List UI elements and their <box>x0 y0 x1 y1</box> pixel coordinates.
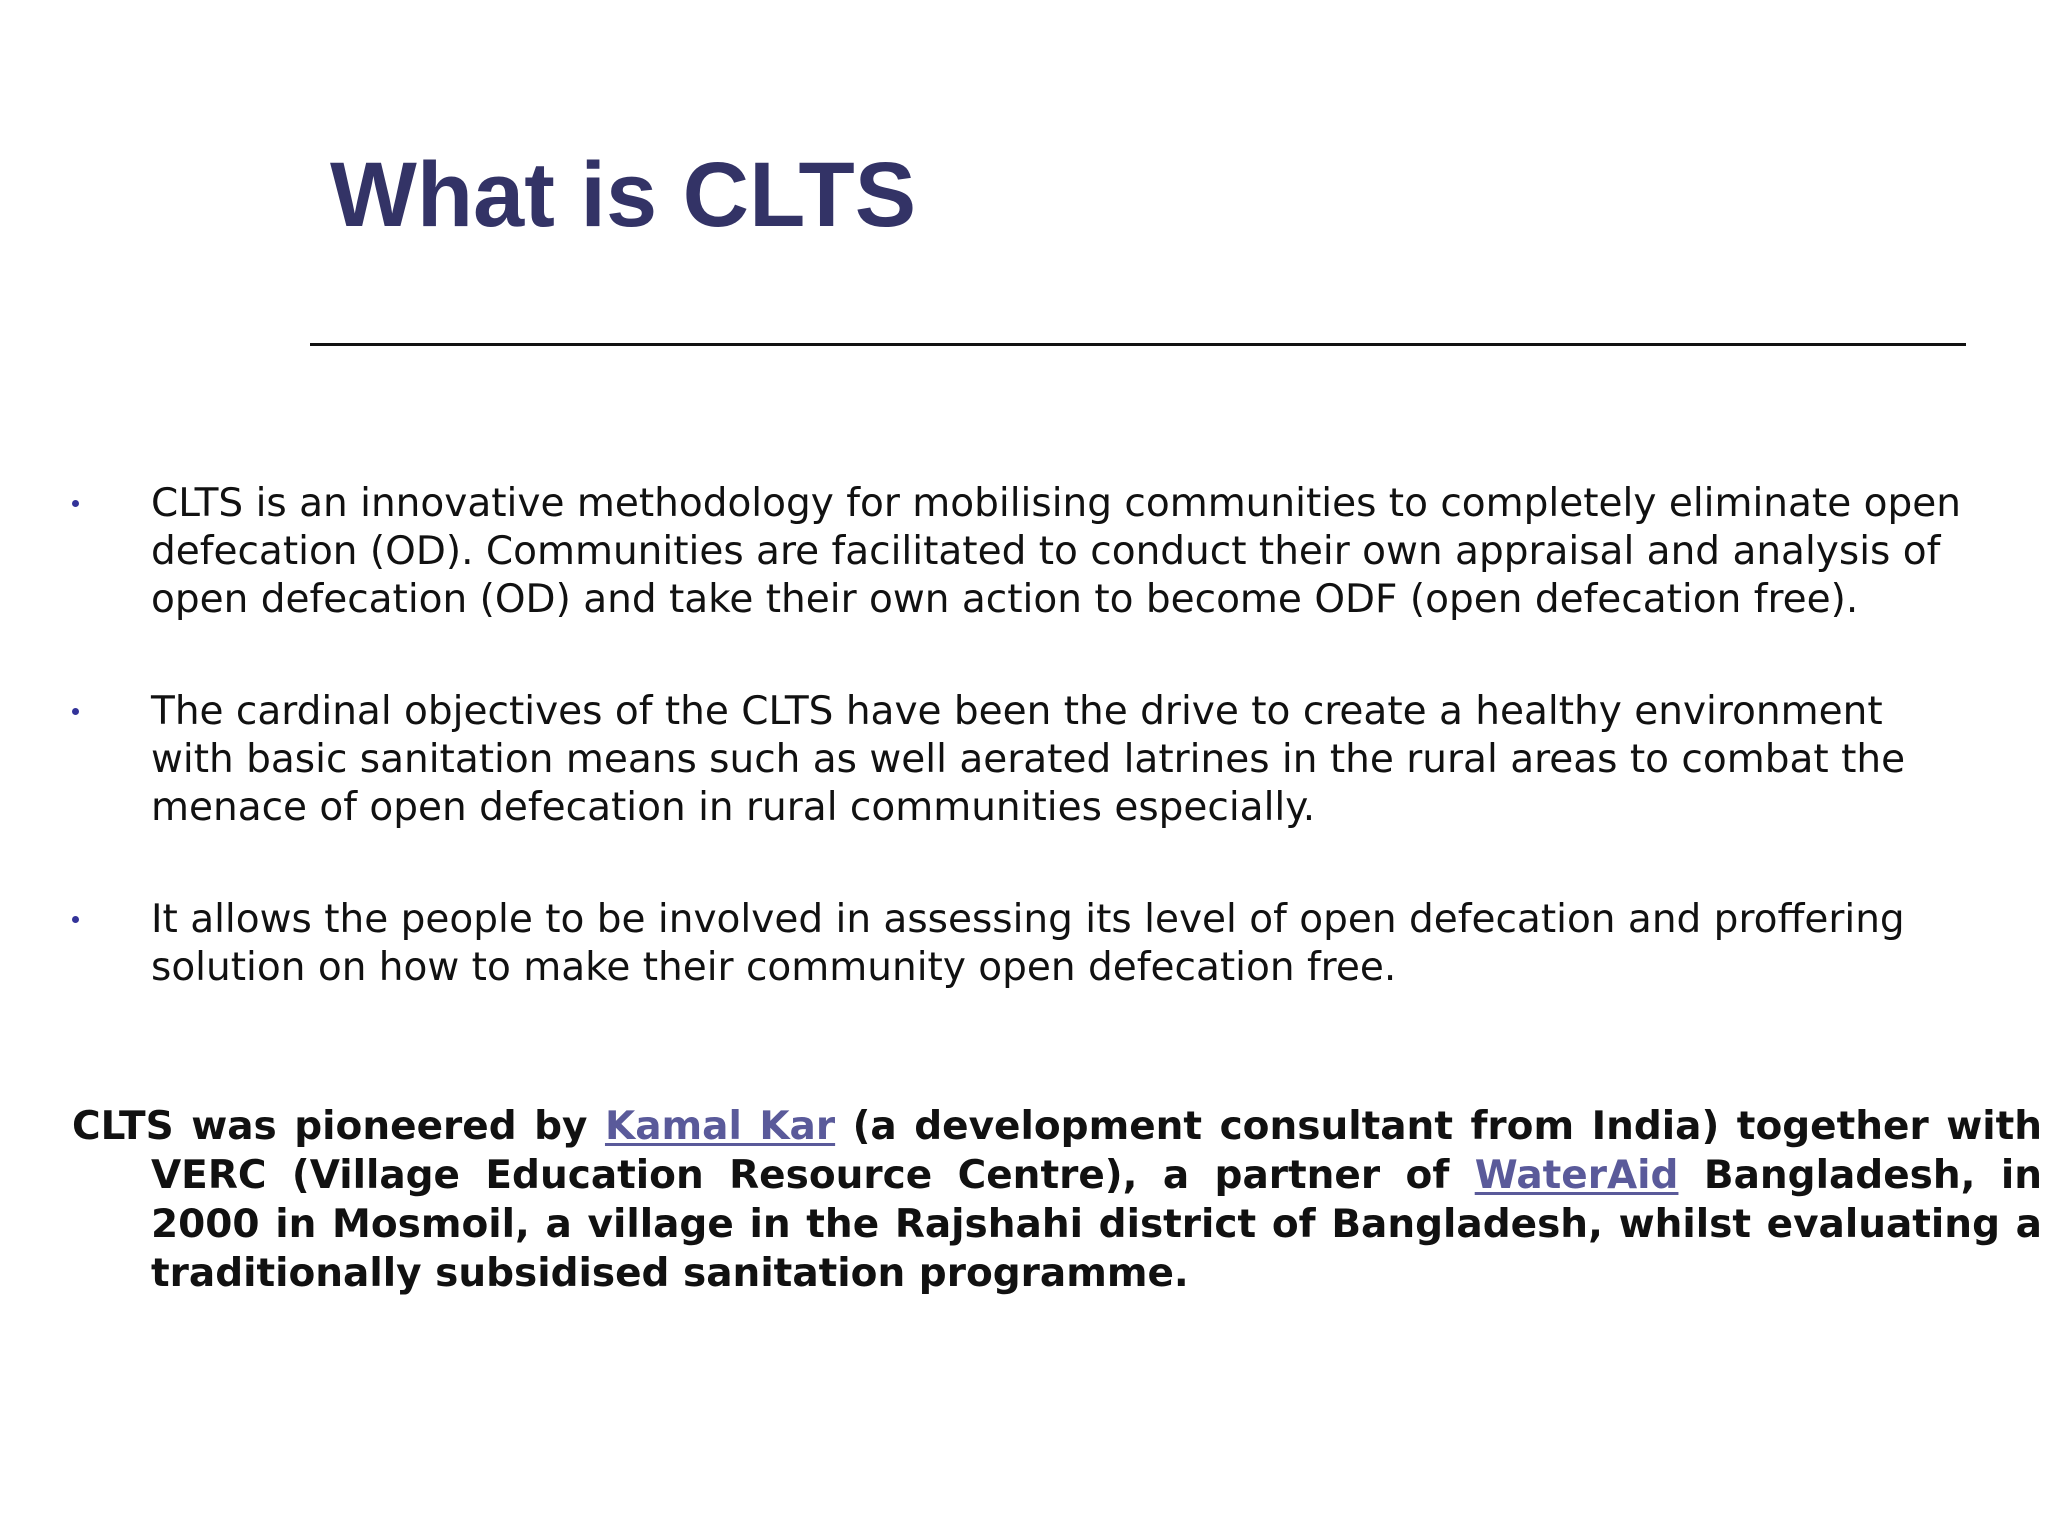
kamal-kar-link[interactable]: Kamal Kar <box>604 1104 836 1149</box>
bullet-marker <box>72 500 79 507</box>
bullet-text: The cardinal objectives of the CLTS have been the drive to create a healthy environment with basic sanitation means such as well aerated latrines in the rural areas to combat the menace of open defecation in rural communities especially. <box>151 689 1906 830</box>
bullet-item <box>0 480 2048 624</box>
bullet-list <box>0 480 2048 1056</box>
bullet-marker <box>72 708 79 715</box>
bullet-item <box>0 688 2048 832</box>
wateraid-link[interactable]: WaterAid <box>1474 1153 1679 1198</box>
bullet-text: CLTS is an innovative methodology for mobilising communities to completely eliminate open defecation (OD). Communities are facilitated to conduct their own appraisal and analysis of open defecation (OD) and take their own action to become ODF (open defecation free). <box>151 481 1961 622</box>
bullet-marker <box>72 916 79 923</box>
pioneer-note <box>72 1102 2042 1298</box>
bullet-text: It allows the people to be involved in assessing its level of open defecation and proffering solution on how to make their community open defecation free. <box>151 897 1905 990</box>
note-text-middle: (a development consultant from India) together with VERC (Village Education Resource Centre), a partner of <box>151 1104 2042 1198</box>
note-text-end: Bangladesh, in 2000 in Mosmoil, a village in the Rajshahi district of Bangladesh, whilst evaluating a traditionally subsidised sanitation programme. <box>151 1153 2042 1296</box>
title-divider <box>310 343 1966 346</box>
bullet-item <box>0 896 2048 992</box>
note-text-intro: CLTS was pioneered by <box>72 1104 605 1149</box>
slide-title: What is CLTS <box>330 144 917 246</box>
